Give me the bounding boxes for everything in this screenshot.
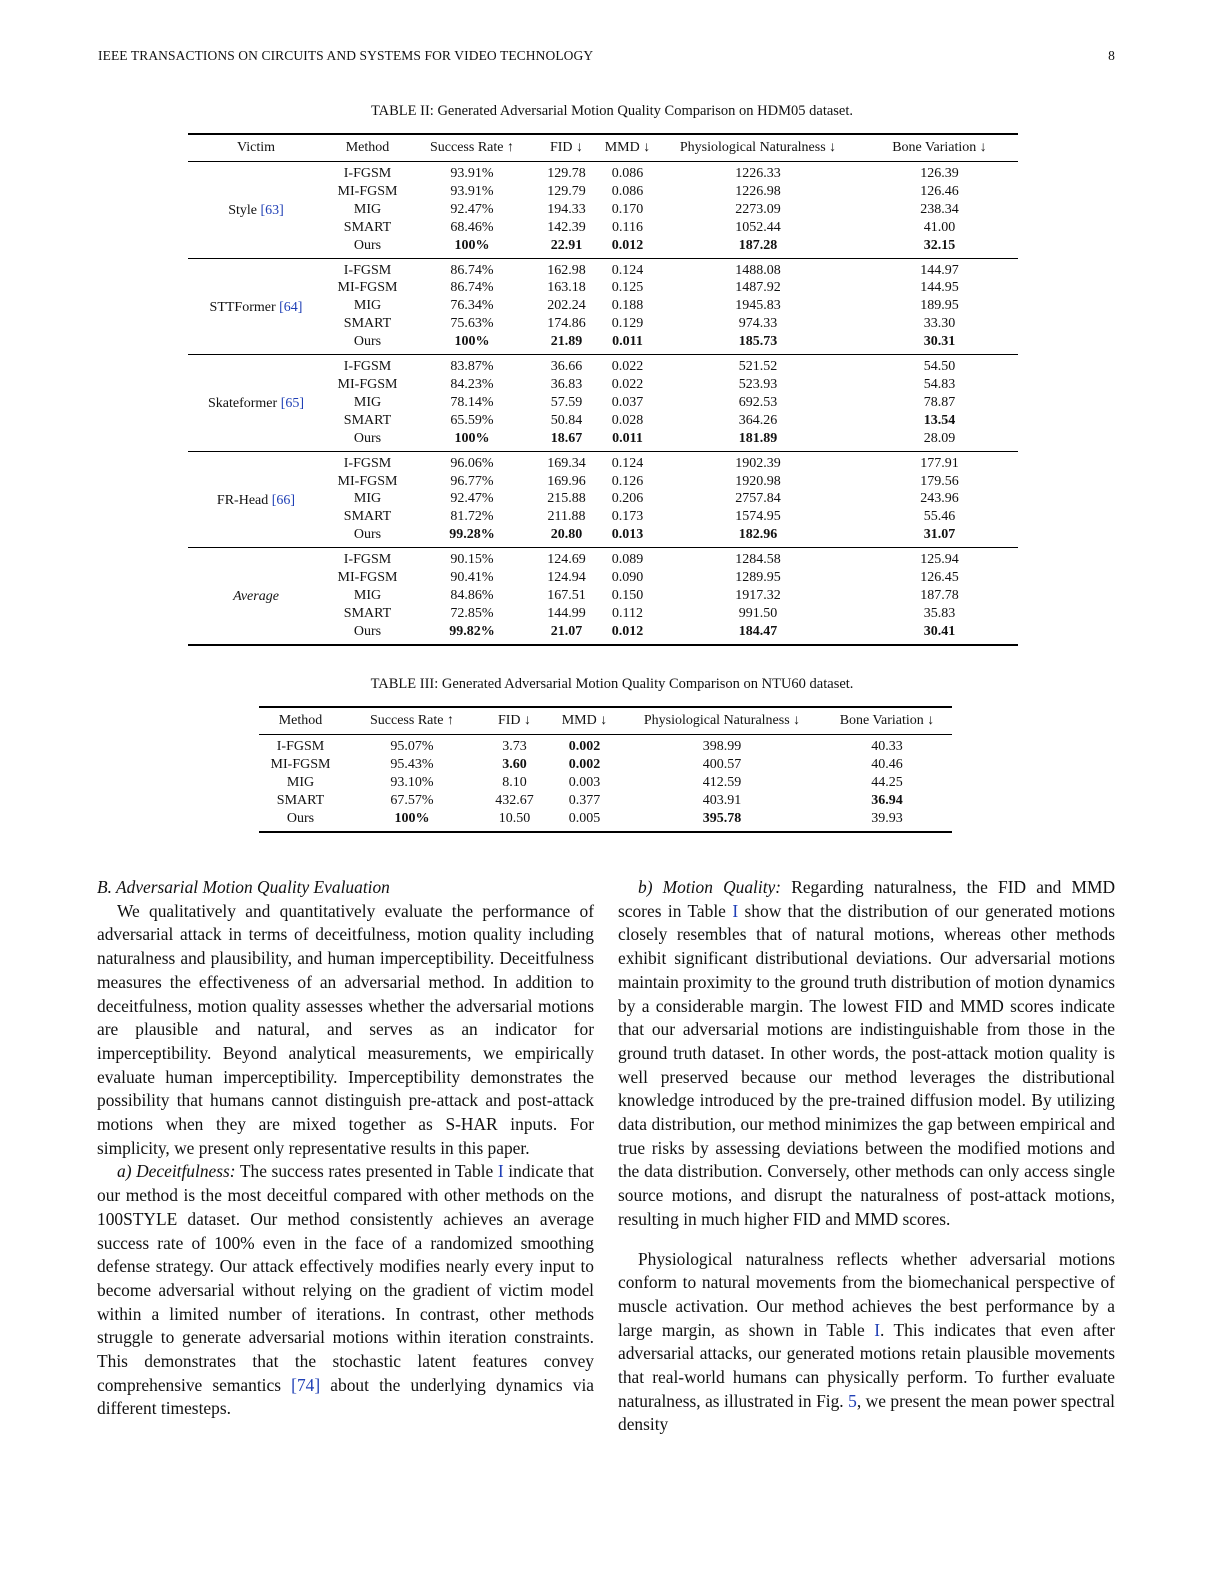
value-cell: 96.06% [411,451,533,472]
value-cell: 93.91% [450,166,494,181]
citation-link[interactable]: [74] [291,1374,321,1395]
value-cell: 54.83 [923,376,956,392]
victim-cell: Average [188,548,324,645]
table3 [259,706,952,833]
value-cell: 187.28 [738,237,778,253]
value-cell: 184.47 [738,623,778,639]
value-cell: 0.028 [611,412,644,428]
value-cell: 1917.32 [735,587,781,603]
value-cell: 521.52 [655,355,861,376]
table2-header-row [188,134,1018,162]
table-row [259,735,952,756]
value-cell: 1920.98 [735,473,781,489]
value-cell: 0.003 [568,774,601,790]
method-cell: Ours [353,527,382,543]
value-cell: 36.66 [533,355,600,376]
value-cell: 92.47% [450,201,494,217]
value-cell: 0.002 [568,739,601,754]
method-cell: Ours [353,237,382,253]
value-cell: 96.77% [450,473,494,489]
table2-caption: TABLE II: Generated Adversarial Motion Quality Comparison on HDM05 dataset. [370,103,854,119]
value-cell: 0.011 [612,334,643,350]
right-column [618,876,1115,1437]
page-header [98,48,1115,68]
value-cell: 0.089 [600,548,655,569]
value-cell: 395.78 [702,810,742,826]
method-cell: MIG [353,394,382,410]
value-cell: 403.91 [702,792,742,808]
victim-cell: Skateformer [65] [188,355,324,452]
victim-cell: Style [63] [228,203,284,219]
value-cell: 0.124 [600,451,655,472]
value-cell: 78.14% [450,394,494,410]
method-cell: I-FGSM [324,355,411,376]
value-cell: 169.34 [533,451,600,472]
value-cell: 99.28% [449,527,495,543]
value-cell: 0.116 [612,219,643,235]
table3-header-row [259,707,952,735]
value-cell: 238.34 [920,201,959,217]
value-cell: 162.98 [533,258,600,279]
value-cell: 243.96 [920,491,959,507]
table3-header-cell: Success Rate ↑ [370,713,454,728]
value-cell: 215.88 [547,491,586,507]
table2-header-cell: Victim [236,140,276,155]
citation-link[interactable]: [63] [260,203,284,219]
value-cell: 1945.83 [735,298,781,314]
value-cell: 398.99 [702,739,742,754]
value-cell: 72.85% [450,605,494,621]
value-cell: 1488.08 [655,258,861,279]
value-cell: 35.83 [923,605,956,621]
table2-header-cell: MMD ↓ [604,140,651,155]
value-cell: 169.96 [547,473,586,489]
value-cell: 202.24 [547,298,586,314]
value-cell: 124.69 [533,548,600,569]
citation-link[interactable]: [65] [280,396,305,412]
value-cell: 0.125 [611,280,644,296]
value-cell: 1902.39 [655,451,861,472]
value-cell: 100% [454,430,490,446]
value-cell: 3.60 [502,756,527,772]
value-cell: 125.94 [861,548,1018,569]
table-row [259,810,952,832]
value-cell: 126.39 [920,166,959,181]
value-cell: 0.173 [611,509,644,525]
value-cell: 3.73 [502,739,527,754]
table2-header-cell: Bone Variation ↓ [892,140,987,155]
method-cell: Ours [353,430,382,446]
value-cell: 100% [454,237,490,253]
value-cell: 8.10 [502,774,527,790]
method-cell: MI-FGSM [337,183,398,199]
value-cell: 21.89 [550,334,583,350]
method-cell: MI-FGSM [337,280,398,296]
paragraph-motion-quality: b) Motion Quality: Regarding naturalness, the FID and MMD scores in Table I show that the distribution of our generated motions closely resembles that of natural motions, whereas other methods exhibit significant distributional deviations. Our adversarial motions maintain proximity to the ground truth distribution of motion dynamics by a considerable margin. The lowest FID and MMD scores indicate that our adversarial motions are indistinguishable from those in the ground truth dataset. In other words, the post-attack motion quality is well preserved because our method leverages the distributional knowledge introduced by the pre-trained diffusion model. By utilizing data distribution, our method minimizes the gap between empirical and true risks by assessing deviations between the modified motions and the data distribution. Conversely, other methods can only access single source motions, and disrupt the naturalness of post-attack motions, resulting in much higher FID and MMD scores. [618,877,1116,1229]
value-cell: 1284.58 [655,548,861,569]
value-cell: 68.46% [450,219,494,235]
value-cell: 0.086 [611,183,644,199]
value-cell: 30.31 [923,334,956,350]
table-reference-link[interactable]: I [874,1319,880,1340]
value-cell: 81.72% [450,509,494,525]
citation-link[interactable]: [64] [279,299,303,315]
value-cell: 211.88 [547,509,586,525]
method-cell: Ours [353,334,382,350]
value-cell: 0.012 [611,237,644,253]
method-cell: SMART [343,509,392,525]
method-cell: MIG [286,774,315,790]
value-cell: 179.56 [920,473,959,489]
value-cell: 129.78 [547,166,586,181]
value-cell: 182.96 [738,527,778,543]
table2-group [188,258,1018,355]
table2-header-cell: Physiological Naturalness ↓ [679,140,837,155]
value-cell: 144.95 [920,280,959,296]
method-cell: MIG [353,491,382,507]
value-cell: 0.129 [611,316,644,332]
value-cell: 32.15 [923,237,956,253]
value-cell: 57.59 [550,394,583,410]
value-cell: 2757.84 [735,491,781,507]
value-cell: 185.73 [738,334,778,350]
table3-caption: TABLE III: Generated Adversarial Motion Quality Comparison on NTU60 dataset. [370,676,854,692]
value-cell: 181.89 [738,430,778,446]
value-cell: 189.95 [920,298,959,314]
value-cell: 523.93 [738,376,778,392]
table2-group [188,548,1018,645]
value-cell: 0.037 [611,394,644,410]
value-cell: 99.82% [449,623,495,639]
table3-header-cell: Bone Variation ↓ [839,713,935,728]
value-cell: 13.54 [923,412,956,428]
table-row [259,756,952,774]
value-cell: 55.46 [923,509,956,525]
paragraph-deceitfulness: a) Deceitfulness: The success rates presented in Table I indicate that our method is the most deceitful compared with other methods on the 100STYLE dataset. Our method consistently achieves an average success rate of 100% even in the face of a randomized smoothing defense strategy. Our attack effectively modifies nearly every input to become adversarial without relying on the gradient of victim model within a limited number of iterations. In contrast, other methods struggle to generate adversarial motions within iteration constraints. This demonstrates that the stochastic latent features convey comprehensive semantics [74] about the underlying dynamics via different timesteps. [97,1161,595,1419]
table-row [188,258,1018,279]
table3-header-cell: Physiological Naturalness ↓ [643,713,801,728]
method-cell: MIG [353,201,382,217]
value-cell: 40.33 [871,739,903,754]
value-cell: 44.25 [871,774,903,790]
value-cell: 50.84 [550,412,583,428]
table3-header-cell: FID ↓ [497,713,532,728]
value-cell: 144.97 [861,258,1018,279]
value-cell: 174.86 [547,316,586,332]
value-cell: 65.59% [450,412,494,428]
journal-name: IEEE TRANSACTIONS ON CIRCUITS AND SYSTEMS FOR VIDEO TECHNOLOGY [98,48,594,63]
value-cell: 84.86% [450,587,494,603]
value-cell: 39.93 [871,810,903,826]
value-cell: 0.090 [611,570,644,586]
table3-body [259,735,952,832]
value-cell: 75.63% [450,316,494,332]
value-cell: 86.74% [411,258,533,279]
method-cell: SMART [343,605,392,621]
value-cell: 67.57% [390,792,434,808]
table-row [188,548,1018,569]
method-cell: SMART [343,412,392,428]
victim-cell: STTFormer [64] [188,258,324,355]
value-cell: 991.50 [738,605,778,621]
value-cell: 0.005 [568,810,601,826]
value-cell: 129.79 [547,183,586,199]
method-cell: SMART [343,219,392,235]
table-row [188,162,1018,183]
victim-cell: FR-Head [66] [188,451,324,548]
value-cell: 0.013 [611,527,644,543]
table3-header-cell: MMD ↓ [561,713,608,728]
table2-group [188,355,1018,452]
value-cell: 41.00 [923,219,956,235]
value-cell: 36.94 [871,792,903,808]
value-cell: 21.07 [550,623,583,639]
value-cell: 0.126 [611,473,644,489]
value-cell: 0.002 [568,756,601,772]
value-cell: 1574.95 [735,509,781,525]
value-cell: 364.26 [738,412,778,428]
paragraph-physiological: Physiological naturalness reflects whether adversarial motions conform to natural movements from the biomechanical perspective of muscle activation. Our method achieves the best performance by a large margin, as shown in Table I. This indicates that even after adversarial attacks, our generated motions retain plausible movements that real-world humans can physically perform. To further evaluate naturalness, as illustrated in Fig. 5, we present the mean power spectral density [618,1248,1115,1435]
table2-group [188,162,1018,259]
value-cell: 100% [454,334,490,350]
value-cell: 692.53 [738,394,778,410]
value-cell: 36.83 [550,376,583,392]
table2 [188,133,1018,646]
value-cell: 28.09 [923,430,956,446]
value-cell: 86.74% [450,280,494,296]
value-cell: 194.33 [547,201,586,217]
value-cell: 0.011 [612,430,643,446]
method-cell: I-FGSM [324,451,411,472]
value-cell: 0.086 [611,166,644,181]
value-cell: 144.99 [547,605,586,621]
value-cell: 432.67 [495,792,534,808]
value-cell: 78.87 [923,394,956,410]
paragraph-title: a) Deceitfulness: [117,1161,236,1182]
method-cell: MI-FGSM [270,756,331,772]
method-cell: MI-FGSM [337,376,398,392]
method-cell: I-FGSM [276,739,325,754]
value-cell: 90.41% [450,570,494,586]
value-cell: 177.91 [861,451,1018,472]
method-cell: I-FGSM [343,166,392,181]
section-title: B. Adversarial Motion Quality Evaluation [97,877,390,897]
table3-header-cell: Method [278,713,323,728]
value-cell: 0.022 [611,376,644,392]
table-row [188,355,1018,376]
table2-header-cell: FID ↓ [549,140,584,155]
method-cell: Ours [353,623,382,639]
paragraph-title: b) Motion Quality: [638,877,782,897]
value-cell: 30.41 [923,623,956,639]
method-cell: SMART [276,792,325,808]
figure-reference-link[interactable]: 5 [848,1390,857,1411]
table-reference-link[interactable]: I [497,1161,504,1182]
method-cell: Ours [286,810,315,826]
table-row [259,792,952,810]
value-cell: 1226.33 [735,166,781,181]
table-reference-link[interactable]: I [732,900,739,921]
table2-header-cell: Method [345,140,390,155]
value-cell: 0.150 [611,587,644,603]
value-cell: 1052.44 [735,219,781,235]
value-cell: 0.112 [612,605,643,621]
value-cell: 95.43% [390,756,434,772]
value-cell: 40.46 [871,756,903,772]
method-cell: I-FGSM [324,258,411,279]
table2-header-cell: Success Rate ↑ [430,140,514,155]
value-cell: 95.07% [390,739,434,754]
method-cell: MIG [353,587,382,603]
value-cell: 76.34% [450,298,494,314]
left-column [97,876,594,1421]
page-number: 8 [1108,48,1115,63]
table-row [188,451,1018,472]
table-row [259,774,952,792]
value-cell: 400.57 [702,756,742,772]
value-cell: 142.39 [547,219,586,235]
value-cell: 33.30 [923,316,956,332]
value-cell: 22.91 [550,237,583,253]
paragraph-intro: We qualitatively and quantitatively evaluate the performance of adversarial attack in terms of deceitfulness, motion quality including naturalness and plausibility, and human imperceptibility. Deceitfulness measures the effectiveness of an adversarial method. In addition to deceitfulness, motion quality assesses whether the adversarial motions are plausible and natural, and serves as an indicator for imperceptibility. Beyond analytical measurements, we empirically evaluate human imperceptibility. Imperceptibility demonstrates the possibility that humans cannot distinguish pre-attack and post-attack motions when they are mixed together as S-HAR inputs. For simplicity, we present only representative results in this paper. [97,900,594,1158]
value-cell: 167.51 [547,587,586,603]
value-cell: 0.170 [611,201,644,217]
method-cell: MI-FGSM [337,473,398,489]
value-cell: 1487.92 [735,280,781,296]
value-cell: 1289.95 [735,570,781,586]
value-cell: 20.80 [550,527,583,543]
table2-group [188,451,1018,548]
method-cell: MIG [353,298,382,314]
value-cell: 54.50 [861,355,1018,376]
value-cell: 93.91% [450,183,494,199]
method-cell: MI-FGSM [337,570,398,586]
value-cell: 974.33 [738,316,778,332]
value-cell: 92.47% [450,491,494,507]
value-cell: 84.23% [450,376,494,392]
value-cell: 100% [394,810,430,826]
method-cell: I-FGSM [324,548,411,569]
value-cell: 18.67 [550,430,583,446]
value-cell: 31.07 [923,527,956,543]
value-cell: 83.87% [411,355,533,376]
value-cell: 126.46 [920,183,959,199]
value-cell: 412.59 [702,774,742,790]
method-cell: SMART [343,316,392,332]
value-cell: 93.10% [390,774,434,790]
value-cell: 2273.09 [735,201,781,217]
value-cell: 126.45 [920,570,959,586]
value-cell: 10.50 [498,810,531,826]
value-cell: 90.15% [411,548,533,569]
value-cell: 0.377 [568,792,601,808]
value-cell: 124.94 [547,570,586,586]
value-cell: 0.124 [600,258,655,279]
value-cell: 0.206 [611,491,644,507]
value-cell: 0.022 [600,355,655,376]
value-cell: 0.012 [611,623,644,639]
value-cell: 0.188 [611,298,644,314]
value-cell: 187.78 [920,587,959,603]
citation-link[interactable]: [66] [271,492,296,508]
value-cell: 163.18 [547,280,586,296]
value-cell: 1226.98 [735,183,781,199]
